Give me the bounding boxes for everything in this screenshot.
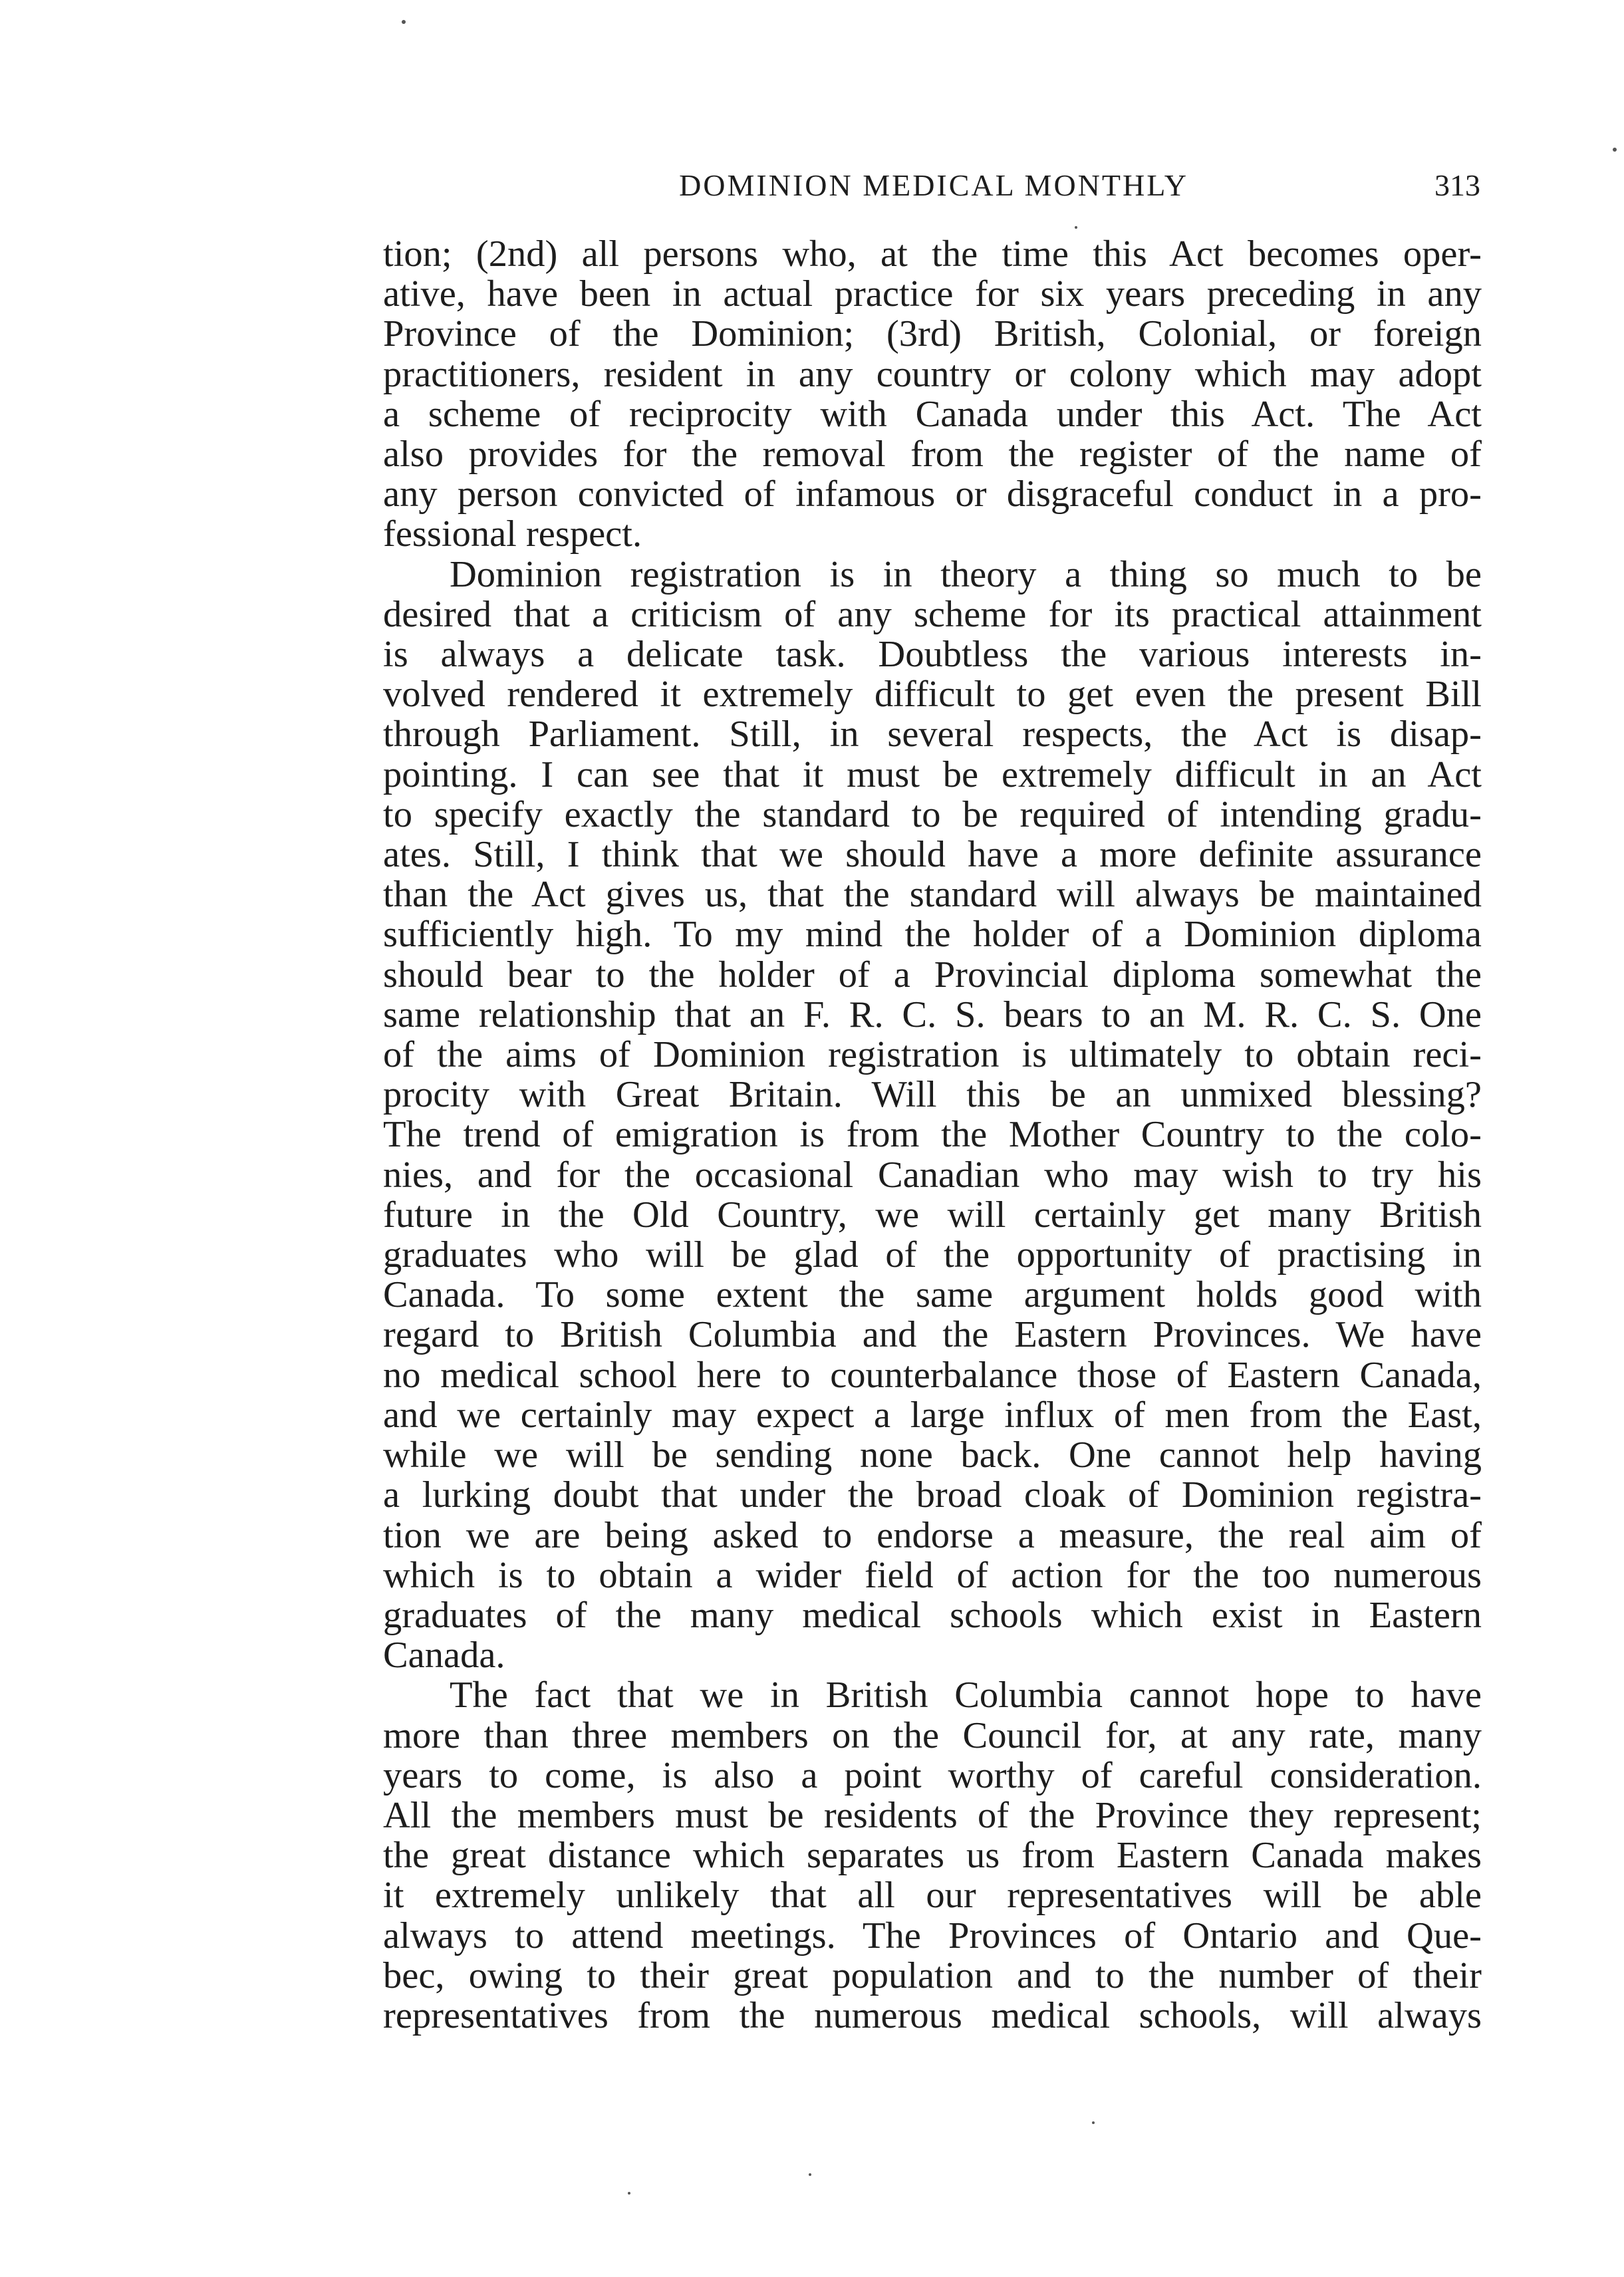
- text-line: and we certainly may expect a large influx of men from the East,: [383, 1395, 1482, 1436]
- text-line: The trend of emigration is from the Mother Country to the colo-: [383, 1115, 1482, 1155]
- text-line: Dominion registration is in theory a thing so much to be: [450, 554, 1482, 595]
- text-line: regard to British Columbia and the Eastern Provinces. We have: [383, 1315, 1482, 1355]
- text-line: more than three members on the Council for, at any rate, many: [383, 1715, 1482, 1756]
- text-line: any person convicted of infamous or disgraceful conduct in a pro-: [383, 474, 1482, 515]
- text-line: it extremely unlikely that all our representatives will be able: [383, 1875, 1482, 1916]
- scan-speck: [402, 20, 406, 24]
- text-line: while we will be sending none back. One cannot help having: [383, 1435, 1482, 1476]
- text-line: to specify exactly the standard to be required of intending gradu-: [383, 794, 1482, 835]
- text-line: volved rendered it extremely difficult to get even the present Bill: [383, 674, 1482, 715]
- text-line: Province of the Dominion; (3rd) British, Colonial, or foreign: [383, 314, 1482, 354]
- paragraph-3: [383, 1675, 1482, 2036]
- text-line: same relationship that an F. R. C. S. bears to an M. R. C. S. One: [383, 994, 1482, 1035]
- text-line: tion; (2nd) all persons who, at the time this Act becomes oper-: [383, 234, 1482, 275]
- text-line: The fact that we in British Columbia cannot hope to have: [450, 1675, 1482, 1716]
- text-line: practitioners, resident in any country or colony which may adopt: [383, 354, 1482, 394]
- running-head: DOMINION MEDICAL MONTHLY: [679, 168, 1188, 202]
- text-line: nies, and for the occasional Canadian who may wish to try his: [383, 1154, 1482, 1195]
- text-line: future in the Old Country, we will certainly get many British: [383, 1194, 1482, 1236]
- page-number: 313: [1434, 168, 1480, 202]
- text-line: years to come, is also a point worthy of careful consideration.: [383, 1755, 1482, 1796]
- text-line: All the members must be residents of the Province they represent;: [383, 1795, 1482, 1836]
- paragraph-2: [383, 555, 1482, 1676]
- text-line: which is to obtain a wider field of action for the too numerous: [383, 1555, 1482, 1595]
- text-line: tion we are being asked to endorse a measure, the real aim of: [383, 1515, 1482, 1555]
- text-line: the great distance which separates us from Eastern Canada makes: [383, 1835, 1482, 1876]
- text-line: a lurking doubt that under the broad cloak of Dominion registra-: [383, 1475, 1482, 1516]
- text-line: bec, owing to their great population and to the number of their: [383, 1955, 1482, 1996]
- paragraph-1: [383, 234, 1482, 555]
- text-line: graduates of the many medical schools which exist in Eastern: [383, 1595, 1482, 1636]
- text-line: Canada.: [383, 1635, 505, 1676]
- scan-speck: [628, 2192, 630, 2195]
- text-line: through Parliament. Still, in several respects, the Act is disap-: [383, 714, 1482, 755]
- text-line: of the aims of Dominion registration is ultimately to obtain reci-: [383, 1035, 1482, 1075]
- scan-speck: [1092, 2121, 1095, 2124]
- text-line: is always a delicate task. Doubtless the various interests in-: [383, 634, 1482, 675]
- text-line: always to attend meetings. The Provinces of Ontario and Que-: [383, 1915, 1482, 1956]
- text-line: ates. Still, I think that we should have a more definite assurance: [383, 835, 1482, 875]
- text-line: graduates who will be glad of the opportunity of practising in: [383, 1235, 1482, 1275]
- text-line: sufficiently high. To my mind the holder of a Dominion diploma: [383, 914, 1482, 955]
- text-line: a scheme of reciprocity with Canada under this Act. The Act: [383, 394, 1482, 435]
- scan-speck: [1613, 148, 1617, 152]
- text-line: fessional respect.: [383, 514, 642, 555]
- body-text: [383, 234, 1482, 2036]
- text-line: representatives from the numerous medical schools, will always: [383, 1995, 1482, 2036]
- text-line: no medical school here to counterbalance those of Eastern Canada,: [383, 1355, 1482, 1395]
- text-line: than the Act gives us, that the standard will always be maintained: [383, 874, 1482, 915]
- scan-speck: [809, 2173, 811, 2176]
- scan-speck: [1075, 226, 1077, 229]
- text-line: Canada. To some extent the same argument holds good with: [383, 1275, 1482, 1315]
- page-header: [387, 162, 1480, 209]
- text-line: pointing. I can see that it must be extremely difficult in an Act: [383, 754, 1482, 795]
- text-line: ative, have been in actual practice for six years preceding in any: [383, 274, 1482, 315]
- text-line: also provides for the removal from the register of the name of: [383, 434, 1482, 475]
- text-line: should bear to the holder of a Provincial diploma somewhat the: [383, 954, 1482, 995]
- text-line: procity with Great Britain. Will this be an unmixed blessing?: [383, 1075, 1482, 1115]
- text-line: desired that a criticism of any scheme for its practical attainment: [383, 594, 1482, 635]
